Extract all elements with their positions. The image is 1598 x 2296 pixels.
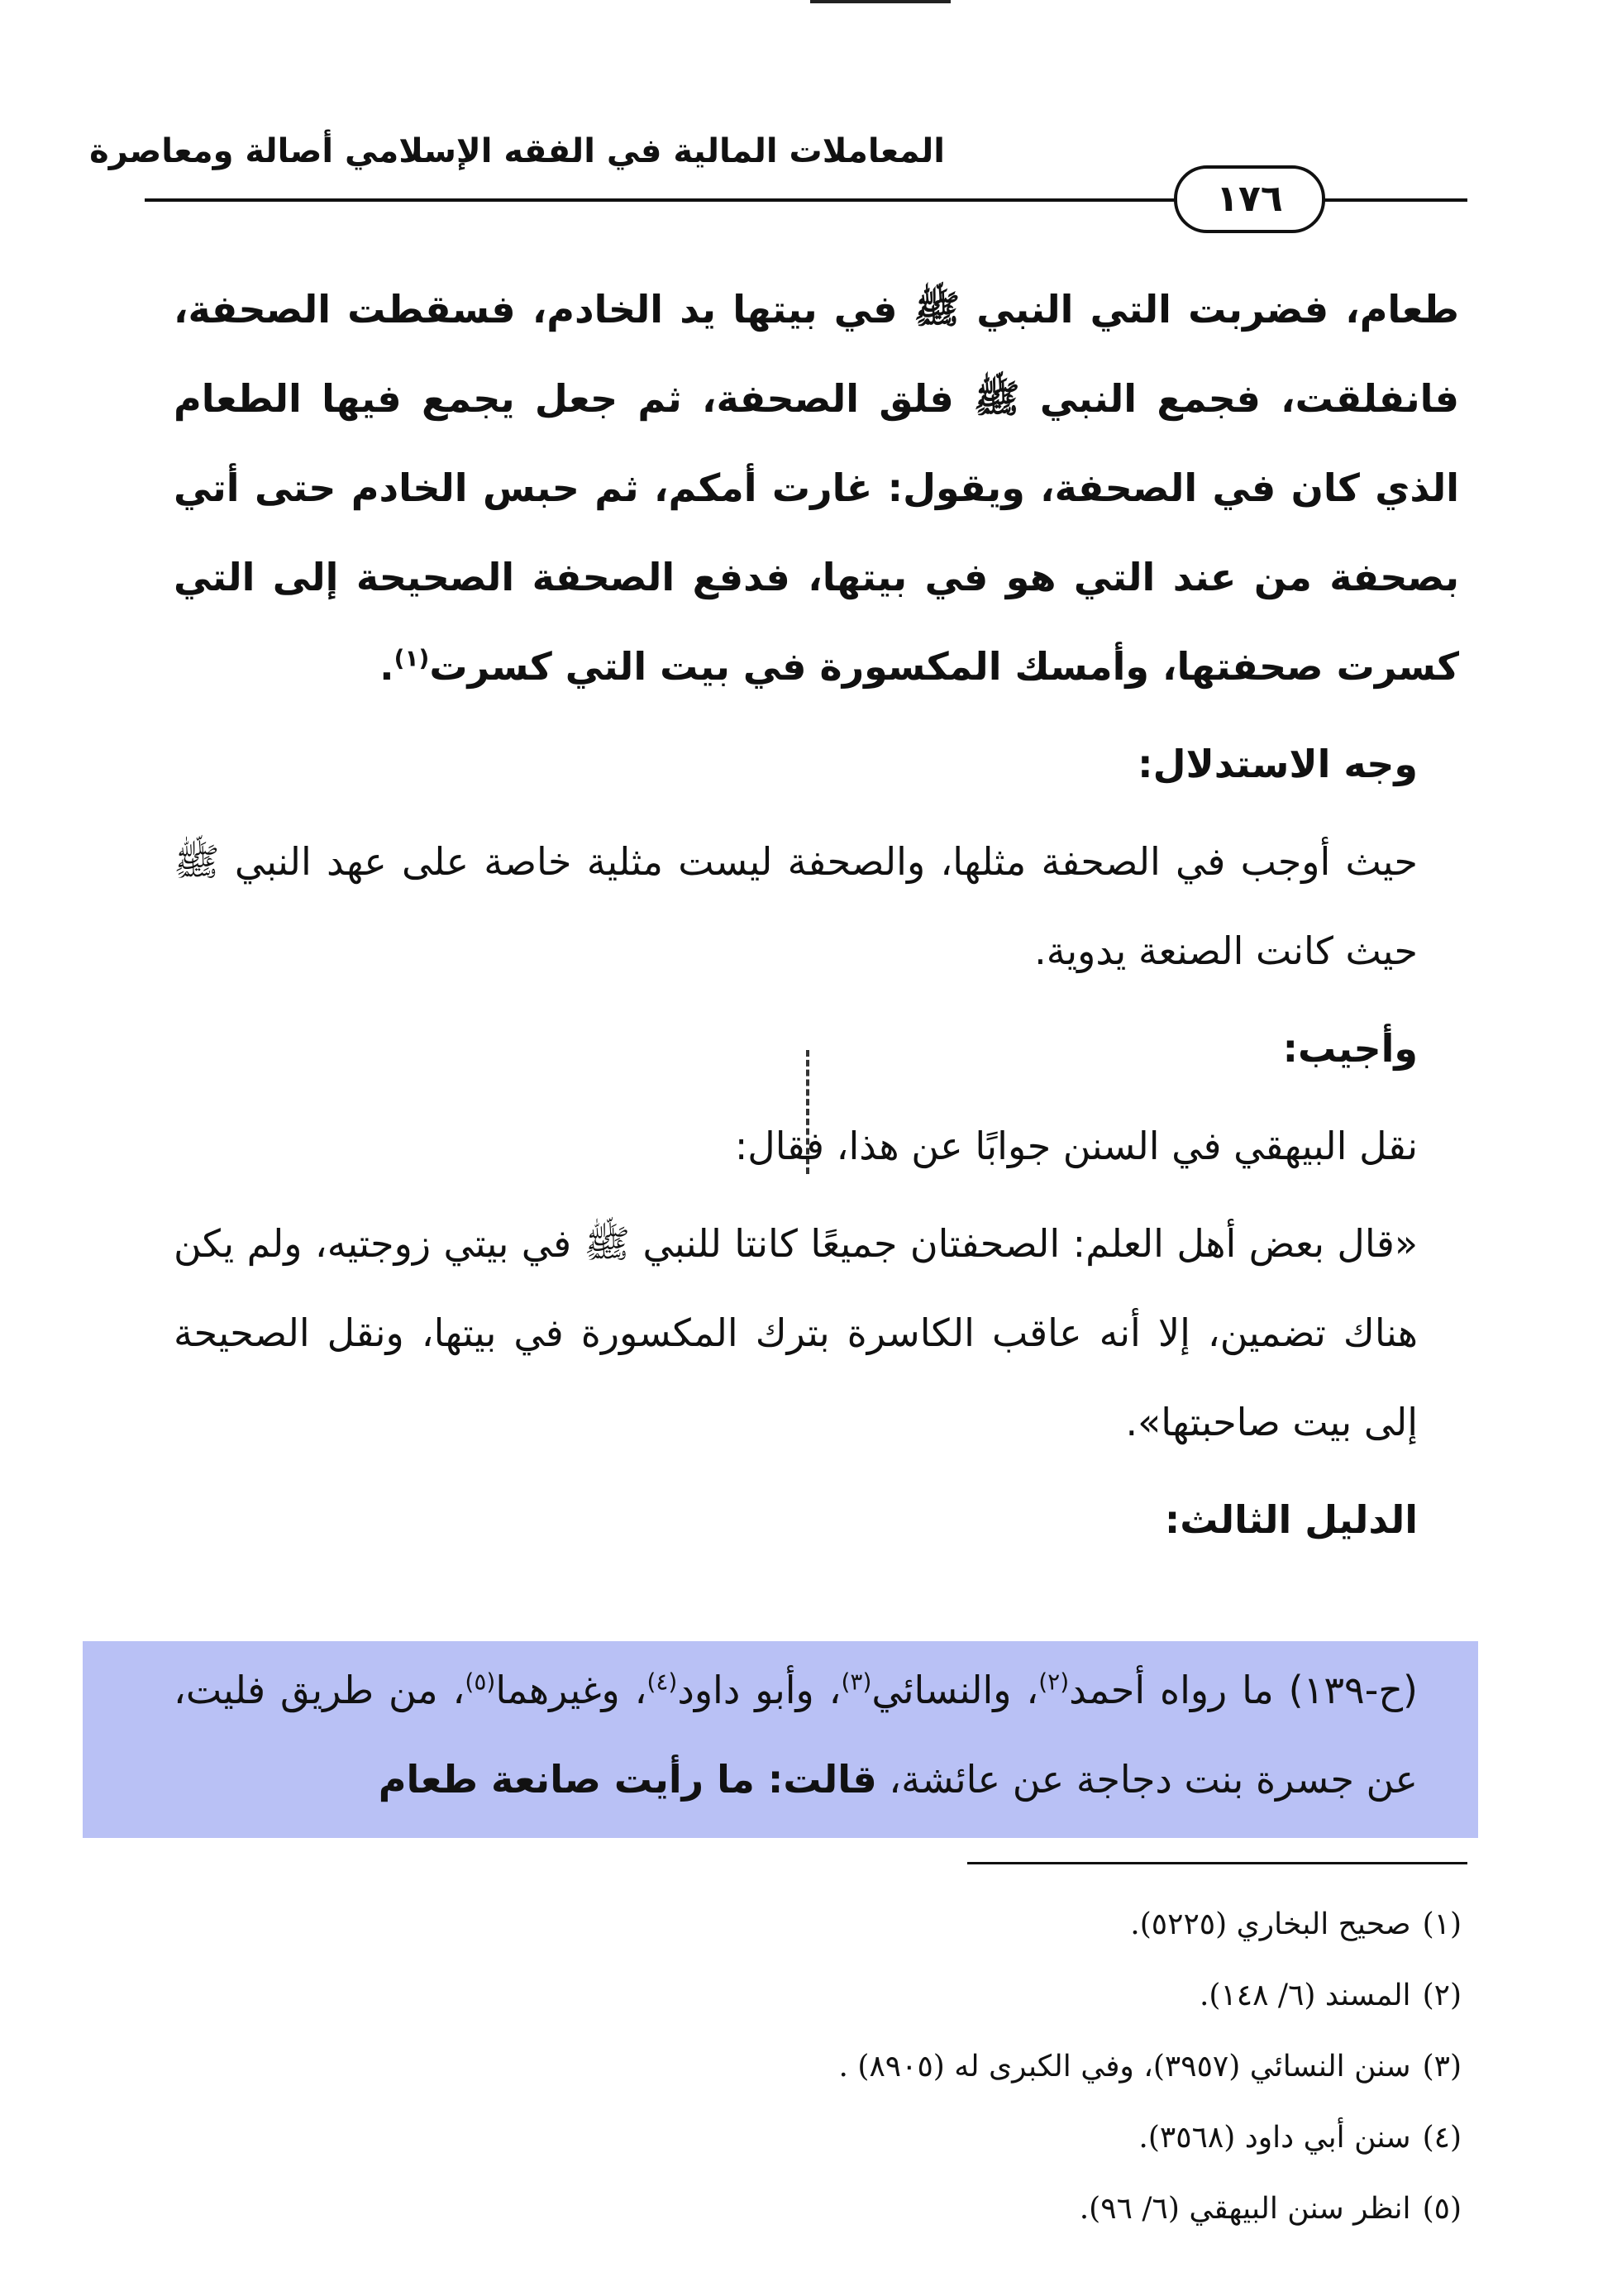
footnote-number: (٤) (1422, 2121, 1462, 2155)
footnote-5 (470, 2174, 1462, 2245)
footnote-text: المسند (٦/ ١٤٨). (1199, 1979, 1411, 2012)
hadith-abudawud: ، وأبو داود (677, 1668, 842, 1712)
hadith-chain: ، من طريق فليت، عن جسرة بنت دجاجة عن عائشة، (174, 1668, 1418, 1802)
footnote-ref-4[interactable]: (٤) (646, 1668, 678, 1696)
heading-third-evidence: الدليل الثالث: (1164, 1497, 1418, 1542)
heading-reply: وأجيب: (1282, 1026, 1418, 1071)
footnote-1 (470, 1889, 1462, 1960)
footnote-text: انظر سنن البيهقي (٦/ ٩٦). (1079, 2192, 1411, 2226)
top-edge-mark (810, 0, 951, 3)
paragraph-hadith-continuation (174, 265, 1459, 711)
footnote-text: سنن النسائي (٣٩٥٧)، وفي الكبرى له (٨٩٠٥) . (838, 2050, 1411, 2084)
paragraph-inference: حيث أوجب في الصحفة مثلها، والصحفة ليست مثلية خاصة على عهد النبي ﷺ حيث كانت الصنعة يدوية. (174, 839, 1418, 973)
footnote-number: (٢) (1422, 1979, 1462, 2012)
footnote-3 (470, 2031, 1462, 2103)
footnote-ref-2[interactable]: (٢) (1038, 1668, 1070, 1696)
main-text (174, 265, 1459, 1564)
highlighted-text (174, 1645, 1459, 1824)
hadith-others: ، وغيرهما (495, 1668, 647, 1712)
footnote-number: (٣) (1422, 2050, 1462, 2084)
paragraph-hadith-139 (174, 1645, 1459, 1824)
footnote-ref-3[interactable]: (٣) (841, 1668, 872, 1696)
footnote-4 (470, 2103, 1462, 2174)
footnote-text: سنن أبي داود (٣٥٦٨). (1138, 2121, 1411, 2155)
hadith-ahmad: (ح-١٣٩) ما رواه أحمد (1069, 1668, 1418, 1712)
paragraph-end-mark: . (379, 644, 394, 689)
footnote-number: (٥) (1422, 2192, 1462, 2226)
paragraph-quote: «قال بعض أهل العلم: الصحفتان جميعًا كانتا للنبي ﷺ في بيتي زوجتيه، ولم يكن هناك تضمين، إلا أنه عاقب الكاسرة بترك المكسورة في بيتها، ونقل الصحيحة إلى بيت صاحبتها». (174, 1221, 1418, 1444)
hadith-nasai: ، والنسائي (871, 1668, 1039, 1712)
paragraph-bayhaqi: نقل البيهقي في السنن جوابًا عن هذا، فقال: (734, 1124, 1418, 1168)
footnote-ref-5[interactable]: (٥) (465, 1668, 496, 1696)
footnote-rule (967, 1862, 1467, 1864)
footnotes (470, 1889, 1462, 2245)
heading-inference: وجه الاستدلال: (1138, 742, 1418, 786)
footnote-ref-1[interactable]: (١) (394, 644, 430, 672)
footnote-number: (١) (1422, 1907, 1462, 1941)
footnote-text: صحيح البخاري (٥٢٢٥). (1130, 1907, 1411, 1941)
page-number: ١٧٦ (1174, 165, 1325, 233)
running-title: المعاملات المالية في الفقه الإسلامي أصالة ومعاصرة (89, 132, 945, 170)
paragraph-hadith-text: طعام، فضربت التي النبي ﷺ في بيتها يد الخادم، فسقطت الصحفة، فانفلقت، فجمع النبي ﷺ فلق الصحفة، ثم جعل يجمع فيها الطعام الذي كان في الصحفة، ويقول: غارت أمكم، ثم حبس الخادم حتى أتي بصحفة من عند التي هو في بيتها، فدفع الصحفة الصحيحة إلى التي كسرت صحفتها، وأمسك المكسورة في بيت التي كسرت (174, 287, 1459, 689)
hadith-quote-start: قالت: ما رأيت صانعة طعام (378, 1757, 877, 1802)
footnote-2 (470, 1960, 1462, 2031)
